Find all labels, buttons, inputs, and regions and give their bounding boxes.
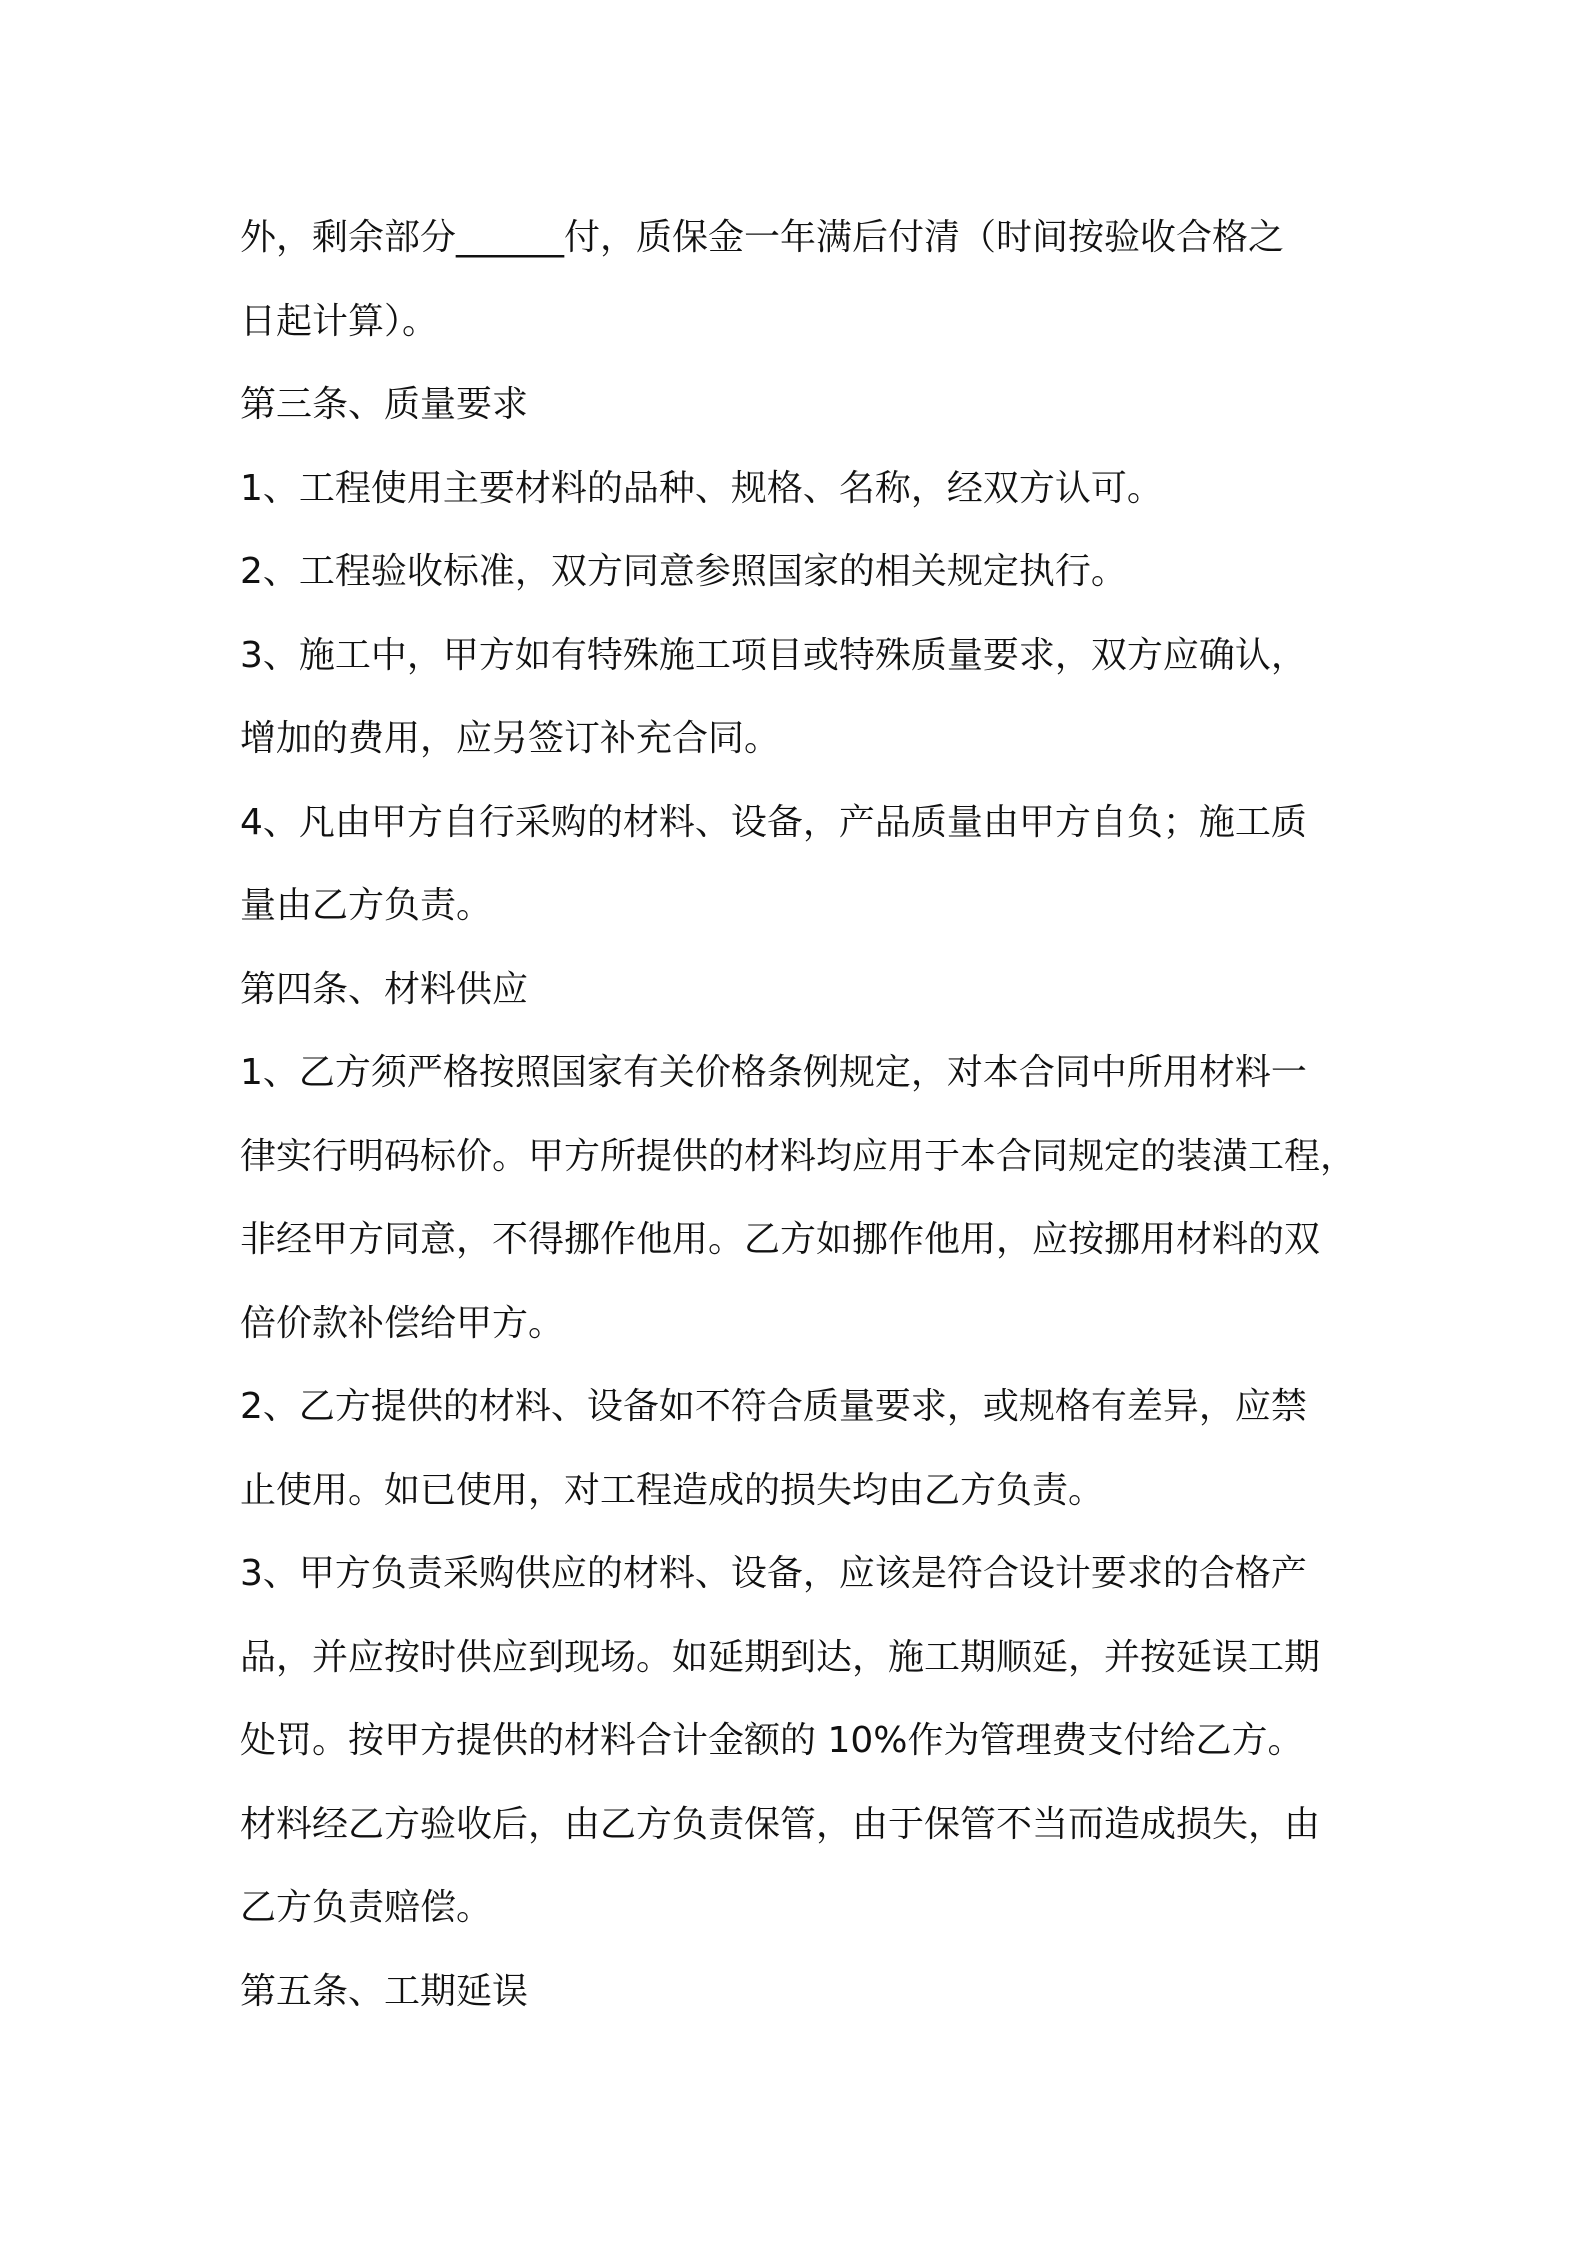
article-3-item-2: 2、工程验收标准，双方同意参照国家的相关规定执行。 <box>240 551 1127 592</box>
payment-line: 外，剩余部分______付，质保金一年满后付清（时间按验收合格之 <box>240 217 1285 258</box>
article-3-heading: 第三条、质量要求 <box>240 384 529 425</box>
article-4-item-3-continued: 乙方负责赔偿。 <box>240 1887 493 1928</box>
article-4-item-3-continued: 处罚。按甲方提供的材料合计金额的 10%作为管理费支付给乙方。 <box>240 1720 1304 1761</box>
article-4-item-3-continued: 品，并应按时供应到现场。如延期到达，施工期顺延，并按延误工期 <box>240 1636 1321 1678</box>
article-4-item-1-continued: 律实行明码标价。甲方所提供的材料均应用于本合同规定的装潢工程， <box>240 1135 1357 1177</box>
article-5-heading: 第五条、工期延误 <box>240 1970 529 2012</box>
article-4-item-1-continued: 非经甲方同意，不得挪作他用。乙方如挪作他用，应按挪用材料的双 <box>240 1219 1321 1260</box>
article-3-item-3: 3、施工中，甲方如有特殊施工项目或特殊质量要求，双方应确认， <box>240 634 1307 676</box>
article-4-item-3-continued: 材料经乙方验收后，由乙方负责保管，由于保管不当而造成损失，由 <box>240 1803 1321 1845</box>
article-3-item-4-continued: 量由乙方负责。 <box>240 885 493 926</box>
article-4-heading: 第四条、材料供应 <box>240 968 529 1010</box>
document-body <box>240 196 1370 2033</box>
payment-line-continued: 日起计算）。 <box>240 300 439 342</box>
article-4-item-2: 2、乙方提供的材料、设备如不符合质量要求，或规格有差异，应禁 <box>240 1386 1307 1427</box>
article-4-item-1-continued: 倍价款补偿给甲方。 <box>240 1302 565 1344</box>
article-4-item-3: 3、甲方负责采购供应的材料、设备，应该是符合设计要求的合格产 <box>240 1553 1307 1594</box>
article-3-item-3-continued: 增加的费用，应另签订补充合同。 <box>240 718 781 759</box>
article-3-item-4: 4、凡由甲方自行采购的材料、设备，产品质量由甲方自负；施工质 <box>240 801 1307 843</box>
article-3-item-1: 1、工程使用主要材料的品种、规格、名称，经双方认可。 <box>240 467 1163 509</box>
article-4-item-1: 1、乙方须严格按照国家有关价格条例规定，对本合同中所用材料一 <box>240 1052 1307 1093</box>
article-4-item-2-continued: 止使用。如已使用，对工程造成的损失均由乙方负责。 <box>240 1469 1105 1511</box>
